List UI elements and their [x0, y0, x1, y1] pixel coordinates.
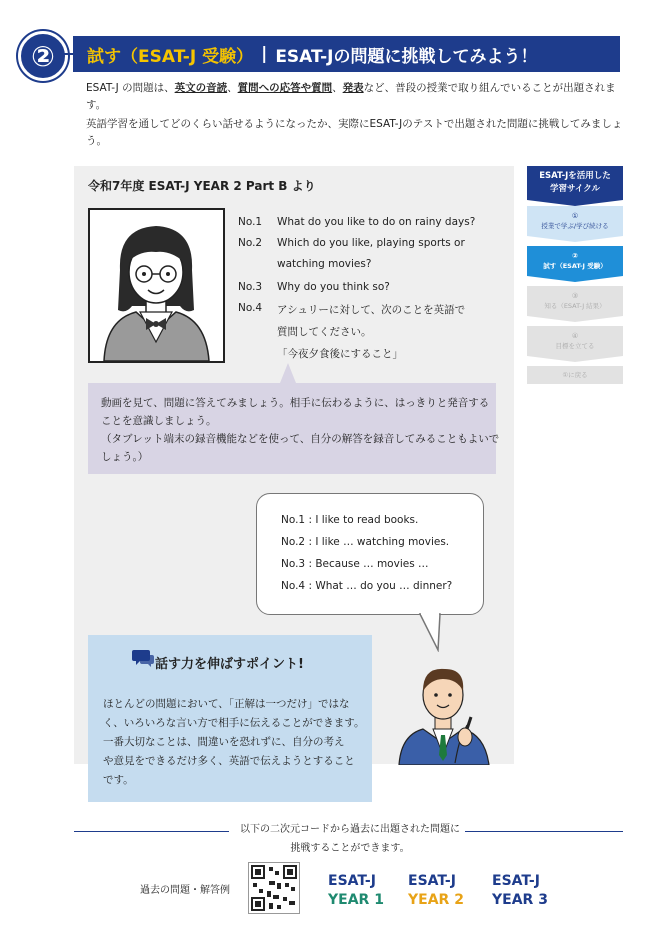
intro-highlight-reading: 英文の音読: [174, 82, 228, 94]
answer-example-bubble: [256, 493, 484, 615]
cycle-header-line: ESAT-Jを活用した: [539, 171, 611, 181]
intro-text: 、: [332, 82, 343, 94]
year-link-top: ESAT-J: [328, 873, 376, 889]
instruction-line: ことを意識しましょう。: [101, 415, 217, 427]
cycle-step-number: ②: [572, 252, 578, 260]
cycle-step-number: ③: [571, 292, 579, 300]
question-text: アシュリーに対して、次のことを英語で: [277, 304, 466, 316]
past-questions-label: 過去の問題・解答例: [140, 885, 230, 896]
question-text: Why do you think so?: [277, 281, 390, 293]
year-link-bottom: YEAR 3: [492, 892, 548, 908]
section-title: ESAT-Jの問題に挑戦してみよう！: [275, 46, 538, 67]
answer-bubble-tail: [418, 612, 444, 652]
cycle-step-label: 授業で学ぶ/学び続ける: [541, 222, 609, 230]
cycle-arrow: [527, 236, 623, 242]
year-1-link[interactable]: [328, 872, 384, 910]
cycle-step-label: 目標を立てる: [555, 342, 595, 350]
section-title-separator: |: [261, 44, 268, 64]
cycle-step-label: ①に戻る: [562, 371, 588, 379]
divider-line: [74, 831, 229, 832]
question-number: No.3: [238, 281, 263, 293]
year-link-bottom: YEAR 1: [328, 892, 384, 908]
chat-bubble-icon: [132, 648, 154, 668]
cycle-arrow: [527, 316, 623, 322]
instruction-line: （タブレット端末の録音機能などを使って、自分の解答を録音してみることもよいで: [101, 433, 500, 445]
answer-example: No.3 : Because … movies …: [281, 558, 429, 570]
answer-example: No.1 : I like to read books.: [281, 514, 419, 526]
cycle-header-line: 学習サイクル: [550, 184, 600, 194]
title-connector: [62, 53, 73, 55]
instruction-line: 動画を見て、問題に答えてみましょう。相手に伝わるように、はっきりと発音する: [101, 397, 490, 409]
cycle-step-label: 試す（ESAT-J 受験）: [543, 262, 607, 270]
student-portrait-frame: [88, 208, 225, 363]
step-number-badge: ②: [18, 31, 68, 81]
question-number: No.2: [238, 237, 263, 249]
speaking-tip-title: 話す力を伸ばすポイント!: [155, 657, 304, 672]
qr-instruction-line: 挑戦することができます。: [290, 843, 410, 854]
year-link-bottom: YEAR 2: [408, 892, 464, 908]
cycle-arrow: [527, 276, 623, 282]
intro-text: など、普段の授業で取り組んでいることが出題されます。: [86, 82, 616, 111]
answer-example: No.2 : I like … watching movies.: [281, 536, 450, 548]
qr-instruction-line: 以下の二次元コードから過去に出題された問題に: [240, 824, 460, 835]
cycle-step-1: [527, 206, 623, 236]
teacher-illustration: [393, 655, 493, 765]
cycle-step-return: [527, 366, 623, 384]
intro-highlight-qa: 質問への応答や質問: [237, 82, 333, 94]
answer-example: No.4 : What … do you … dinner?: [281, 580, 453, 592]
intro-highlight-presentation: 発表: [342, 82, 364, 94]
question-text: 「今夜夕食後にすること」: [277, 348, 403, 360]
qr-code-graphic: [249, 863, 299, 913]
intro-paragraph-2: 英語学習を通してどのくらい話せるようになったか、実際にESAT-Jのテストで出題された問題に挑戦してみましょう。: [86, 118, 623, 147]
question-text: What do you like to do on rainy days?: [277, 216, 476, 228]
cycle-step-2-current: [527, 246, 623, 276]
section-title-accent: 試す（ESAT-J 受験）: [87, 46, 254, 67]
question-number: No.4: [238, 302, 263, 314]
cycle-step-3: [527, 286, 623, 316]
cycle-step-number: ④: [571, 332, 579, 340]
question-number: No.1: [238, 216, 263, 228]
year-3-link[interactable]: [492, 872, 548, 910]
instruction-line: しょう。）: [101, 451, 149, 463]
speech-pointer: [280, 363, 296, 383]
speaking-tip-line: 一番大切なことは、間違いを恐れずに、自分の考え: [103, 736, 345, 748]
cycle-step-number: ①: [571, 212, 579, 220]
cycle-step-4: [527, 326, 623, 356]
cycle-arrow: [527, 356, 623, 362]
student-portrait-illustration: [90, 210, 223, 361]
year-link-top: ESAT-J: [408, 873, 456, 889]
intro-text: ESAT-J の問題は、: [86, 82, 175, 94]
divider-line: [465, 831, 623, 832]
source-title: 令和7年度 ESAT-J YEAR 2 Part B より: [88, 179, 316, 193]
year-link-top: ESAT-J: [492, 873, 540, 889]
cycle-step-label: 知る（ESAT-J 結果）: [544, 302, 606, 310]
question-text: Which do you like, playing sports or: [277, 237, 465, 249]
speaking-tip-line: ほとんどの問題において、「正解は一つだけ」ではな: [103, 698, 350, 710]
intro-paragraph-1: [86, 80, 626, 114]
section-title-bar: [73, 36, 620, 72]
learning-cycle-header: [527, 166, 623, 200]
question-text: watching movies?: [277, 258, 372, 270]
speaking-tip-line: や意見をできるだけ多く、英語で伝えようとすること: [103, 755, 355, 767]
year-2-link[interactable]: [408, 872, 464, 910]
question-text: 質問してください。: [277, 326, 372, 338]
intro-text: 、: [227, 82, 238, 94]
qr-code-icon[interactable]: [248, 862, 300, 914]
speaking-tip-line: く、いろいろな言い方で相手に伝えることができます。: [103, 717, 365, 729]
speaking-tip-line: です。: [103, 774, 134, 786]
